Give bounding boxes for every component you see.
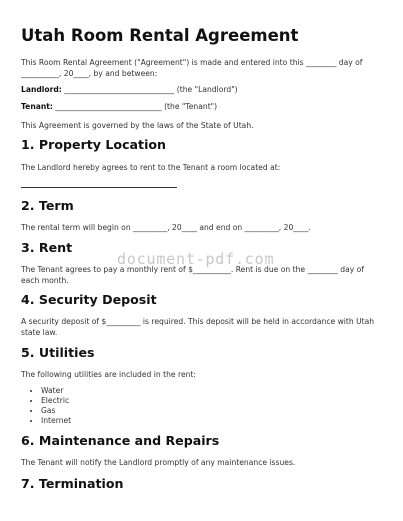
section-body-security-deposit: A security deposit of $_________ is required. This deposit will be held in accordance with Utah state law. bbox=[21, 317, 375, 337]
list-item: • Electric bbox=[41, 396, 71, 406]
section-body-utilities: The following utilities are included in the rent: bbox=[21, 370, 196, 379]
list-item: • Gas bbox=[41, 406, 71, 416]
utilities-list bbox=[21, 386, 71, 426]
section-body-maintenance: The Tenant will notify the Landlord promptly of any maintenance issues. bbox=[21, 458, 296, 467]
list-item: • Internet bbox=[41, 416, 71, 426]
document-title: Utah Room Rental Agreement bbox=[21, 26, 299, 45]
section-body-property-location: The Landlord hereby agrees to rent to the Tenant a room located at: bbox=[21, 163, 281, 172]
landlord-line bbox=[21, 84, 381, 95]
tenant-line bbox=[21, 101, 381, 112]
section-body-term: The rental term will begin on _________, 20____ and end on _________, 20____. bbox=[21, 223, 311, 232]
section-body-rent: The Tenant agrees to pay a monthly rent of $__________. Rent is due on the ________ day of each month. bbox=[21, 265, 364, 285]
list-item: • Water bbox=[41, 386, 71, 396]
tenant-blank: ____________________________ (the "Tenant") bbox=[52, 102, 218, 111]
address-blank-line bbox=[21, 187, 177, 188]
tenant-label: Tenant: bbox=[21, 102, 53, 111]
section-heading-termination: 7. Termination bbox=[21, 476, 124, 491]
section-heading-utilities: 5. Utilities bbox=[21, 345, 95, 360]
section-heading-maintenance: 6. Maintenance and Repairs bbox=[21, 433, 220, 448]
section-heading-security-deposit: 4. Security Deposit bbox=[21, 292, 157, 307]
watermark-text: document-pdf.com bbox=[117, 250, 275, 268]
section-heading-term: 2. Term bbox=[21, 198, 74, 213]
landlord-label: Landlord: bbox=[21, 85, 62, 94]
section-heading-rent: 3. Rent bbox=[21, 240, 73, 255]
section-heading-property-location: 1. Property Location bbox=[21, 137, 167, 152]
landlord-blank: _____________________________ (the "Landlord") bbox=[61, 85, 238, 94]
intro-paragraph: This Room Rental Agreement ("Agreement") is made and entered into this ________ day of __________, 20____, by and between: bbox=[21, 58, 363, 78]
governing-law-text: This Agreement is governed by the laws of the State of Utah. bbox=[21, 121, 254, 130]
